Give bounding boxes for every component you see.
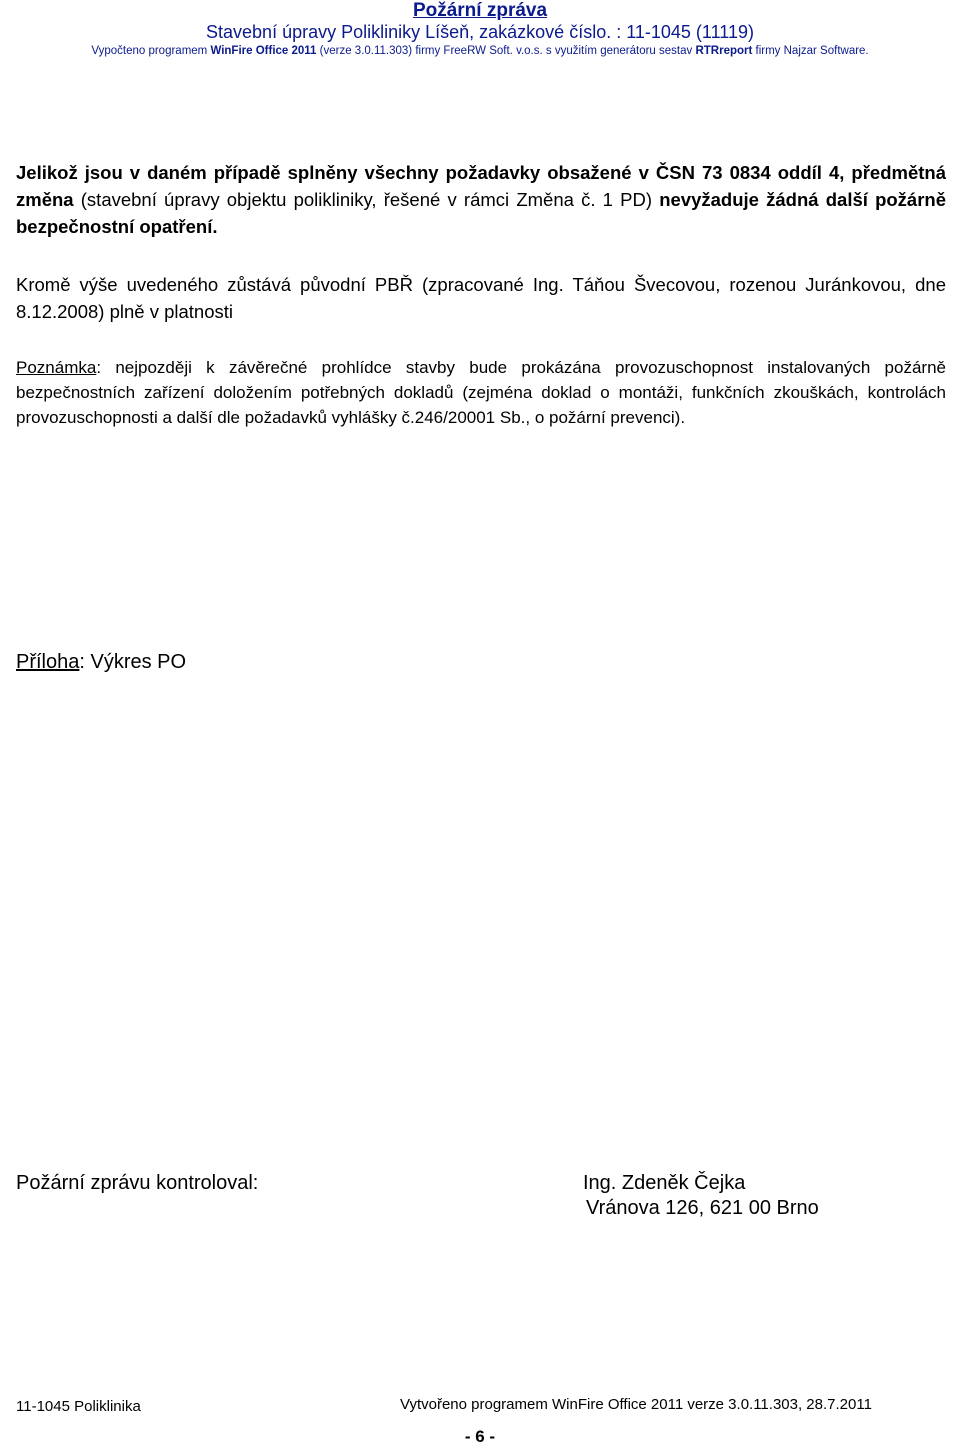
generator-note [0,44,960,58]
conclusion-bold-1: Jelikož jsou v daném případě splněny všechny požadavky obsažené v ČSN 73 0834 oddíl 4, předmětná změna [16,162,946,210]
conclusion-normal: (stavební úpravy objektu polikliniky, řešené v rámci Změna č. 1 PD) [73,189,660,210]
generator-note-generator: RTRreport [695,45,753,57]
signature-label: Požární zprávu kontroloval: [16,1172,259,1194]
generator-note-post: firmy Najzar Software. [752,45,869,57]
note-text: : nejpozději k závěrečné prohlídce stavby bude prokázána provozuschopnost instalovaných požárně bezpečnostních zařízení doložením potřebných dokladů (zejména doklad o montáži, funkčních zkouškách, kontrolách provozuschopnosti a další dle požadavků vyhlášky č.246/20001 Sb., o požární prevenci). [16,358,946,427]
conclusion-bold-2: nevyžaduje žádná další požárně bezpečnostní opatření. [16,189,946,237]
generator-note-pre: Vypočteno programem [91,45,211,57]
footer-generator: Vytvořeno programem WinFire Office 2011 verze 3.0.11.303, 28.7.2011 [400,1396,872,1413]
signature-address: Vránova 126, 621 00 Brno [586,1197,819,1219]
attachment-line [16,649,186,675]
note-label: Poznámka [16,358,97,377]
attachment-text: : Výkres PO [79,651,187,673]
footer-project: 11-1045 Poliklinika [16,1398,141,1415]
page-number: - 6 - [464,1427,496,1446]
validity-paragraph: Kromě výše uvedeného zůstává původní PBŘ (zpracované Ing. Táňou Švecovou, rozenou Juránkovou, dne 8.12.2008) plně v platnosti [16,274,946,322]
generator-note-mid: (verze 3.0.11.303) firmy FreeRW Soft. v.o.s. s využitím generátoru sestav [316,45,696,57]
attachment-label: Příloha [16,651,80,673]
generator-note-program: WinFire Office 2011 [210,45,317,57]
report-subtitle: Stavební úpravy Polikliniky Líšeň, zakázkové číslo. : 11-1045 (11119) [206,22,754,42]
report-title: Požární zpráva [412,0,548,21]
conclusion-paragraph [16,159,946,240]
note-paragraph [16,355,946,430]
signature-name: Ing. Zdeněk Čejka [583,1172,746,1194]
